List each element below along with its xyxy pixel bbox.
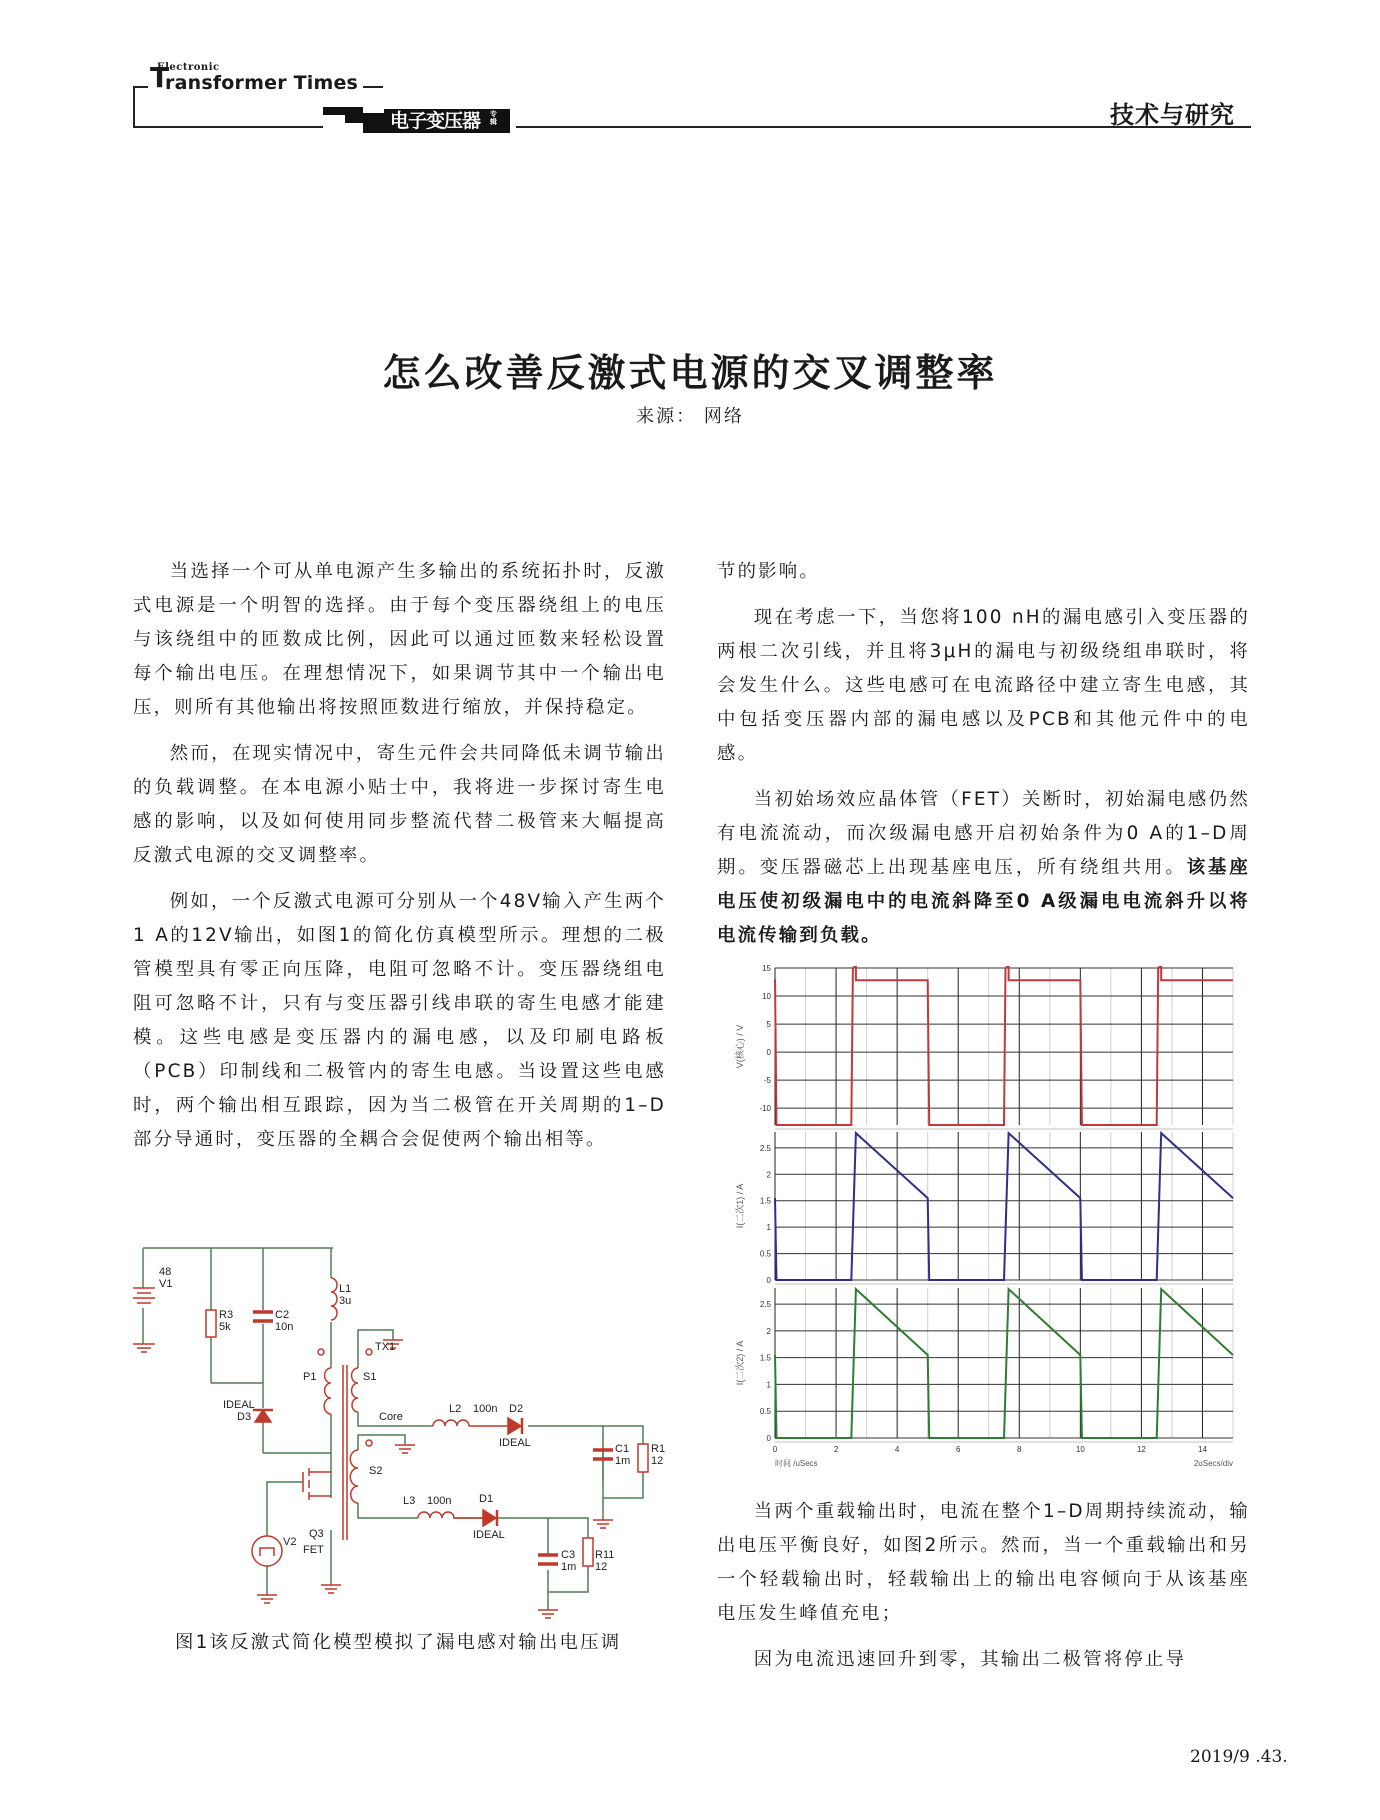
core-label: Core bbox=[379, 1411, 403, 1423]
paragraph-text: 当初始场效应晶体管（FET）关断时，初始漏电感仍然有电流流动，而次级漏电感开启初始条件为0 A的1–D周期。变压器磁芯上出现基座电压，所有绕组共用。 bbox=[717, 789, 1250, 878]
c3-value-label: 1m bbox=[561, 1561, 577, 1573]
paragraph-continuation: 节的影响。 bbox=[717, 561, 820, 582]
q3-label: Q3 bbox=[309, 1528, 324, 1540]
logo-chinese-text: 电子变压器 bbox=[390, 110, 481, 132]
l3-label: L3 bbox=[403, 1495, 416, 1507]
paragraph: 现在考虑一下，当您将100 nH的漏电感引入变压器的两根二次引线，并且将3μH的漏电与初级绕组串联时，将会发生什么。这些电感可在电流路径中建立寄生电感，其中包括变压器内部的漏电感以及PCB和其他元件中的电感。 bbox=[717, 607, 1250, 764]
y-axis-label: I(二次2) / A bbox=[735, 1340, 745, 1386]
circuit-labels bbox=[159, 1266, 665, 1573]
paragraph: 当选择一个可从单电源产生多输出的系统拓扑时，反激式电源是一个明智的选择。由于每个变压器绕组上的电压与该绕组中的匝数成比例，因此可以通过匝数来轻松设置每个输出电压。在理想情况下，如果调节其中一个输出电压，则所有其他输出将按照匝数进行缩放，并保持稳定。 bbox=[133, 561, 666, 718]
p1-label: P1 bbox=[303, 1371, 317, 1383]
c2-value-label: 10n bbox=[275, 1321, 294, 1333]
y-tick-label: -10 bbox=[759, 1104, 771, 1114]
y-axis-label: I(二次1) / A bbox=[735, 1183, 745, 1229]
y-tick-label: 1.5 bbox=[759, 1196, 771, 1206]
x-tick-label: 0 bbox=[772, 1445, 778, 1454]
x-tick-label: 14 bbox=[1198, 1445, 1207, 1454]
r11-value-label: 12 bbox=[595, 1561, 608, 1573]
figure2-waveforms bbox=[725, 960, 1255, 1470]
x-tick-label: 2 bbox=[833, 1445, 839, 1454]
logo-electronic-text: Electronic bbox=[157, 62, 220, 73]
y-tick-label: 5 bbox=[766, 1020, 771, 1030]
paragraph bbox=[717, 783, 1250, 953]
y-tick-label: 1.5 bbox=[759, 1353, 771, 1363]
v1-value-label: 48 bbox=[159, 1266, 172, 1278]
tx1-label: TX1 bbox=[375, 1341, 396, 1353]
left-column bbox=[133, 555, 666, 1169]
r3-value-label: 5k bbox=[219, 1321, 231, 1333]
series-line bbox=[775, 1289, 1233, 1438]
y-tick-label: 0.5 bbox=[759, 1407, 771, 1417]
series-line bbox=[775, 1133, 1233, 1280]
page-number: .43. bbox=[1255, 1747, 1288, 1767]
x-axis-label: 时间 /uSecs bbox=[775, 1459, 818, 1468]
v1-label: V1 bbox=[159, 1278, 173, 1290]
d3-model-label: IDEAL bbox=[223, 1399, 255, 1411]
section-title: 技术与研究 bbox=[1110, 101, 1235, 129]
y-tick-label: -5 bbox=[763, 1076, 771, 1086]
d3-label: D3 bbox=[237, 1411, 252, 1423]
d2-label: D2 bbox=[509, 1403, 524, 1415]
paragraph: 当两个重载输出时，电流在整个1–D周期持续流动，输出电压平衡良好，如图2所示。然而，当一个重载输出和另一个轻载输出时，轻载输出上的输出电容倾向于从该基座电压发生峰值充电； bbox=[717, 1501, 1250, 1624]
y-tick-label: 2.5 bbox=[759, 1143, 771, 1153]
y-tick-label: 10 bbox=[762, 992, 771, 1002]
paragraph: 然而，在现实情况中，寄生元件会共同降低未调节输出的负载调整。在本电源小贴士中，我将进一步探讨寄生电感的影响，以及如何使用同步整流代替二极管来大幅提高反激式电源的交叉调整率。 bbox=[133, 743, 666, 866]
issue-date: 2019/9 bbox=[1190, 1747, 1250, 1767]
x-tick-label: 6 bbox=[955, 1445, 961, 1454]
y-tick-label: 1 bbox=[766, 1223, 771, 1233]
paragraph: 例如，一个反激式电源可分别从一个48V输入产生两个1 A的12V输出，如图1的简化仿真模型所示。理想的二极管模型具有零正向压降，电阻可忽略不计。变压器绕组电阻可忽略不计，只有与变压器引线串联的寄生电感才能建模。这些电感是变压器内的漏电感，以及印刷电路板（PCB）印制线和二极管内的寄生电感。当设置这些电感时，两个输出相互跟踪，因为当二极管在开关周期的1–D部分导通时，变压器的全耦合会促使两个输出相等。 bbox=[133, 891, 666, 1150]
page-footer bbox=[1190, 1747, 1288, 1767]
y-tick-label: 0 bbox=[766, 1048, 771, 1058]
l2-label: L2 bbox=[449, 1403, 462, 1415]
r3-label: R3 bbox=[219, 1309, 234, 1321]
paragraph-bold-text: 该基座电压使初级漏电中的电流斜降至0 A级漏电电流斜升以将电流传输到负载。 bbox=[717, 857, 1250, 946]
right-column-bottom bbox=[717, 1495, 1250, 1689]
x-tick-label: 4 bbox=[894, 1445, 900, 1454]
y-tick-label: 2.5 bbox=[759, 1300, 771, 1310]
c2-label: C2 bbox=[275, 1309, 290, 1321]
x-tick-label: 10 bbox=[1075, 1445, 1085, 1454]
article-title: 怎么改善反激式电源的交叉调整率 bbox=[382, 351, 998, 395]
c3-label: C3 bbox=[561, 1549, 576, 1561]
r1-label: R1 bbox=[651, 1443, 666, 1455]
y-tick-label: 15 bbox=[762, 964, 771, 973]
y-tick-label: 0 bbox=[766, 1434, 771, 1443]
s1-label: S1 bbox=[363, 1371, 377, 1383]
y-tick-label: 2 bbox=[766, 1170, 771, 1180]
right-column bbox=[717, 555, 1250, 965]
logo-T-letter: T bbox=[150, 61, 170, 94]
header-bottom-rule-left bbox=[133, 126, 323, 128]
v2-label: V2 bbox=[283, 1536, 297, 1548]
d1-label: D1 bbox=[479, 1493, 494, 1505]
y-tick-label: 0.5 bbox=[759, 1249, 771, 1259]
y-axis-label: V(核心) / V bbox=[735, 1024, 745, 1069]
c1-label: C1 bbox=[615, 1443, 630, 1455]
l2-value-label: 100n bbox=[473, 1403, 498, 1415]
logo-transformer-times: ransformer Times bbox=[165, 72, 359, 94]
y-tick-label: 2 bbox=[766, 1326, 771, 1336]
x-tick-label: 12 bbox=[1136, 1445, 1146, 1454]
logo-chinese-small: 专辑 bbox=[490, 110, 497, 126]
d1-model-label: IDEAL bbox=[473, 1529, 505, 1541]
figure1-circuit bbox=[133, 1240, 673, 1620]
x-tick-label: 8 bbox=[1017, 1445, 1022, 1454]
l1-value-label: 3u bbox=[339, 1295, 352, 1307]
d2-model-label: IDEAL bbox=[499, 1437, 531, 1449]
r1-value-label: 12 bbox=[651, 1455, 664, 1467]
paragraph: 因为电流迅速回升到零，其输出二极管将停止导 bbox=[753, 1649, 1187, 1670]
y-tick-label: 1 bbox=[766, 1380, 771, 1390]
q3-model-label: FET bbox=[303, 1544, 324, 1556]
c1-value-label: 1m bbox=[615, 1455, 631, 1467]
l3-value-label: 100n bbox=[427, 1495, 452, 1507]
header-left-top-rule bbox=[133, 86, 148, 88]
s2-label: S2 bbox=[369, 1465, 383, 1477]
l1-label: L1 bbox=[339, 1283, 352, 1295]
article-source: 来源： 网络 bbox=[636, 406, 744, 427]
header-left-vertical-rule bbox=[133, 86, 135, 126]
series-line bbox=[775, 967, 1233, 1125]
y-tick-label: 0 bbox=[766, 1276, 771, 1285]
x-scale-note: 2uSecs/div bbox=[1193, 1459, 1233, 1468]
r11-label: R11 bbox=[595, 1549, 615, 1561]
figure1-caption: 图1该反激式简化模型模拟了漏电感对输出电压调 bbox=[175, 1632, 622, 1653]
header-logo-tail-rule bbox=[363, 86, 383, 88]
